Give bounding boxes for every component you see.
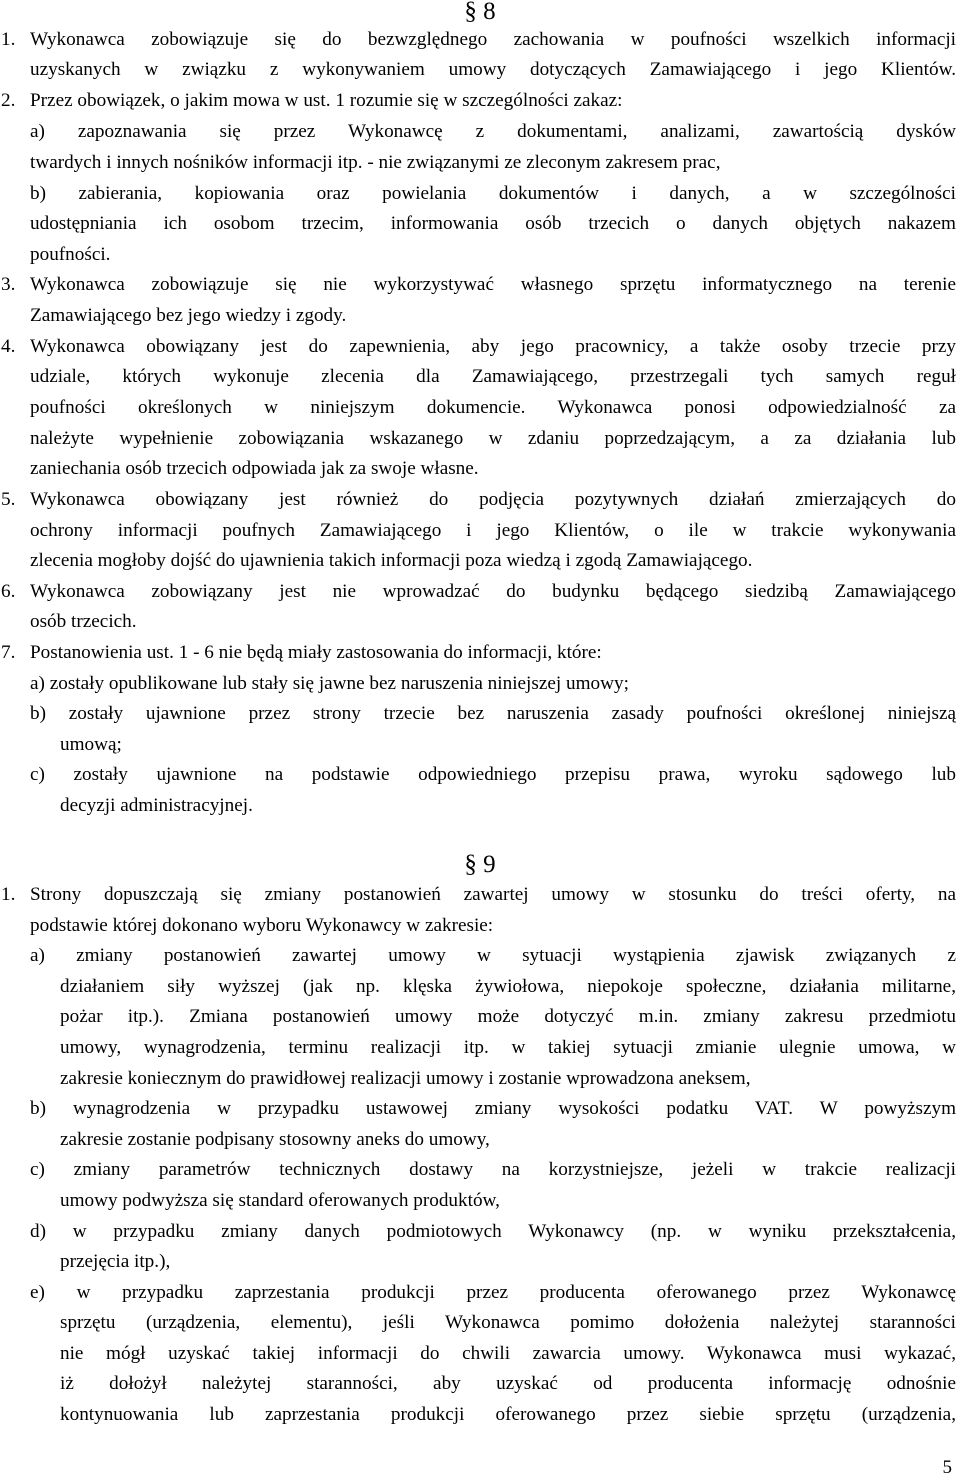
- line-text: iż dołożył należytej staranności, aby uzyskać od producenta informację odnośnie: [60, 1373, 956, 1394]
- item-number: 4.: [1, 336, 16, 357]
- paragraph-line: [0, 760, 960, 790]
- paragraph-line: [0, 638, 960, 668]
- section-9-heading: § 9: [464, 851, 496, 878]
- line-text: poufności określonych w niniejszym dokumencie. Wykonawca ponosi odpowiedzialność za: [30, 397, 956, 418]
- line-text: c) zostały ujawnione na podstawie odpowiedniego przepisu prawa, wyroku sądowego lub: [30, 764, 956, 785]
- paragraph-line: [0, 1369, 960, 1399]
- line-text: Zamawiającego bez jego wiedzy i zgody.: [30, 305, 347, 326]
- line-text: Wykonawca obowiązany jest do zapewnienia, aby jego pracownicy, a także osoby trzecie przy: [30, 336, 956, 357]
- paragraph-line: [0, 1247, 960, 1277]
- item-number: 7.: [1, 642, 16, 663]
- line-text: d) w przypadku zmiany danych podmiotowych Wykonawcy (np. w wyniku przekształcenia,: [30, 1221, 956, 1242]
- paragraph-line: [0, 1400, 960, 1430]
- line-text: b) zostały ujawnione przez strony trzecie bez naruszenia zasady poufności określonej niniejszą: [30, 703, 956, 724]
- paragraph-line: [0, 1094, 960, 1124]
- paragraph-line: [0, 1155, 960, 1185]
- line-text: b) wynagrodzenia w przypadku ustawowej zmiany wysokości podatku VAT. W powyższym: [30, 1098, 956, 1119]
- line-text: zaniechania osób trzecich odpowiada jak za swoje własne.: [30, 458, 479, 479]
- paragraph-line: [0, 270, 960, 300]
- paragraph-line: [0, 25, 960, 55]
- paragraph-line: [0, 86, 960, 116]
- line-text: poufności.: [30, 244, 111, 265]
- paragraph-line: [0, 1064, 960, 1094]
- paragraph-line: [0, 972, 960, 1002]
- line-text: uzyskanych w związku z wykonywaniem umowy dotyczących Zamawiającego i jego Klientów.: [30, 59, 956, 80]
- paragraph-line: [0, 1308, 960, 1338]
- paragraph-line: [0, 1002, 960, 1032]
- line-text: decyzji administracyjnej.: [60, 795, 253, 816]
- item-number: 1.: [1, 29, 16, 50]
- paragraph-line: [0, 362, 960, 392]
- paragraph-line: [0, 454, 960, 484]
- paragraph-line: [0, 55, 960, 85]
- page-number: 5: [942, 1457, 952, 1478]
- line-text: Przez obowiązek, o jakim mowa w ust. 1 rozumie się w szczególności zakaz:: [30, 90, 623, 111]
- line-text: Wykonawca obowiązany jest również do podjęcia pozytywnych działań zmierzających do: [30, 489, 956, 510]
- line-text: zakresie zostanie podpisany stosowny aneks do umowy,: [60, 1129, 490, 1150]
- paragraph-line: [0, 880, 960, 910]
- paragraph-line: [0, 209, 960, 239]
- paragraph-line: [0, 117, 960, 147]
- paragraph-line: [0, 393, 960, 423]
- paragraph-line: [0, 1033, 960, 1063]
- paragraph-line: [0, 1125, 960, 1155]
- paragraph-line: [0, 577, 960, 607]
- line-text: sprzętu (urządzenia, elementu), jeśli Wykonawca pomimo dołożenia należytej staranności: [60, 1312, 956, 1333]
- line-text: udostępniania ich osobom trzecim, informowania osób trzecich o danych objętych nakazem: [30, 213, 956, 234]
- paragraph-line: [0, 1339, 960, 1369]
- line-text: a) zmiany postanowień zawartej umowy w sytuacji wystąpienia zjawisk związanych z: [30, 945, 956, 966]
- paragraph-line: [0, 1217, 960, 1247]
- line-text: umową;: [60, 734, 122, 755]
- line-text: przejęcia itp.),: [60, 1251, 171, 1272]
- line-text: umowy podwyższa się standard oferowanych produktów,: [60, 1190, 500, 1211]
- paragraph-line: [0, 791, 960, 821]
- line-text: a) zostały opublikowane lub stały się jawne bez naruszenia niniejszej umowy;: [30, 673, 629, 694]
- item-number: 3.: [1, 274, 16, 295]
- line-text: działaniem siły wyższej (jak np. klęska żywiołowa, niepokoje społeczne, działania militarne,: [60, 976, 956, 997]
- paragraph-line: [0, 332, 960, 362]
- line-text: należyte wypełnienie zobowiązania wskazanego w zdaniu poprzedzającym, a za działania lub: [30, 428, 956, 449]
- item-number: 1.: [1, 884, 16, 905]
- paragraph-line: [0, 485, 960, 515]
- line-text: Wykonawca zobowiązuje się do bezwzględnego zachowania w poufności wszelkich informacji: [30, 29, 956, 50]
- line-text: kontynuowania lub zaprzestania produkcji oferowanego przez siebie sprzętu (urządzenia,: [60, 1404, 956, 1425]
- line-text: nie mógł uzyskać takiej informacji do chwili zawarcia umowy. Wykonawca musi wykazać,: [60, 1343, 956, 1364]
- paragraph-line: [0, 240, 960, 270]
- paragraph-line: [0, 669, 960, 699]
- item-number: 6.: [1, 581, 16, 602]
- line-text: a) zapoznawania się przez Wykonawcę z dokumentami, analizami, zawartością dysków: [30, 121, 956, 142]
- paragraph-line: [0, 179, 960, 209]
- line-text: pożar itp.). Zmiana postanowień umowy może dotyczyć m.in. zmiany zakresu przedmiotu: [60, 1006, 956, 1027]
- paragraph-line: [0, 941, 960, 971]
- paragraph-line: [0, 546, 960, 576]
- paragraph-line: [0, 424, 960, 454]
- paragraph-line: [0, 911, 960, 941]
- line-text: udziale, których wykonuje zlecenia dla Zamawiającego, przestrzegali tych samych reguł: [30, 366, 956, 387]
- line-text: c) zmiany parametrów technicznych dostawy na korzystniejsze, jeżeli w trakcie realizacji: [30, 1159, 956, 1180]
- line-text: twardych i innych nośników informacji itp. - nie związanymi ze zleconym zakresem prac,: [30, 152, 721, 173]
- paragraph-line: [0, 1278, 960, 1308]
- line-text: Wykonawca zobowiązany jest nie wprowadzać do budynku będącego siedzibą Zamawiającego: [30, 581, 956, 602]
- item-number: 2.: [1, 90, 16, 111]
- paragraph-line: [0, 516, 960, 546]
- paragraph-line: [0, 148, 960, 178]
- line-text: e) w przypadku zaprzestania produkcji przez producenta oferowanego przez Wykonawcę: [30, 1282, 956, 1303]
- paragraph-line: [0, 699, 960, 729]
- paragraph-line: [0, 1186, 960, 1216]
- line-text: zlecenia mogłoby dojść do ujawnienia takich informacji poza wiedzą i zgodą Zamawiającego.: [30, 550, 753, 571]
- line-text: osób trzecich.: [30, 611, 137, 632]
- line-text: Postanowienia ust. 1 - 6 nie będą miały zastosowania do informacji, które:: [30, 642, 602, 663]
- line-text: zakresie koniecznym do prawidłowej realizacji umowy i zostanie wprowadzona aneksem,: [60, 1068, 751, 1089]
- paragraph-line: [0, 301, 960, 331]
- line-text: Strony dopuszczają się zmiany postanowień zawartej umowy w stosunku do treści oferty, na: [30, 884, 956, 905]
- line-text: ochrony informacji poufnych Zamawiającego i jego Klientów, o ile w trakcie wykonywania: [30, 520, 956, 541]
- item-number: 5.: [1, 489, 16, 510]
- line-text: Wykonawca zobowiązuje się nie wykorzystywać własnego sprzętu informatycznego na terenie: [30, 274, 956, 295]
- line-text: umowy, wynagrodzenia, terminu realizacji itp. w takiej sytuacji zmianie ulegnie umowa, w: [60, 1037, 956, 1058]
- line-text: podstawie której dokonano wyboru Wykonawcy w zakresie:: [30, 915, 494, 936]
- paragraph-line: [0, 730, 960, 760]
- paragraph-line: [0, 607, 960, 637]
- section-8-heading: § 8: [464, 0, 496, 25]
- line-text: b) zabierania, kopiowania oraz powielania dokumentów i danych, a w szczególności: [30, 183, 956, 204]
